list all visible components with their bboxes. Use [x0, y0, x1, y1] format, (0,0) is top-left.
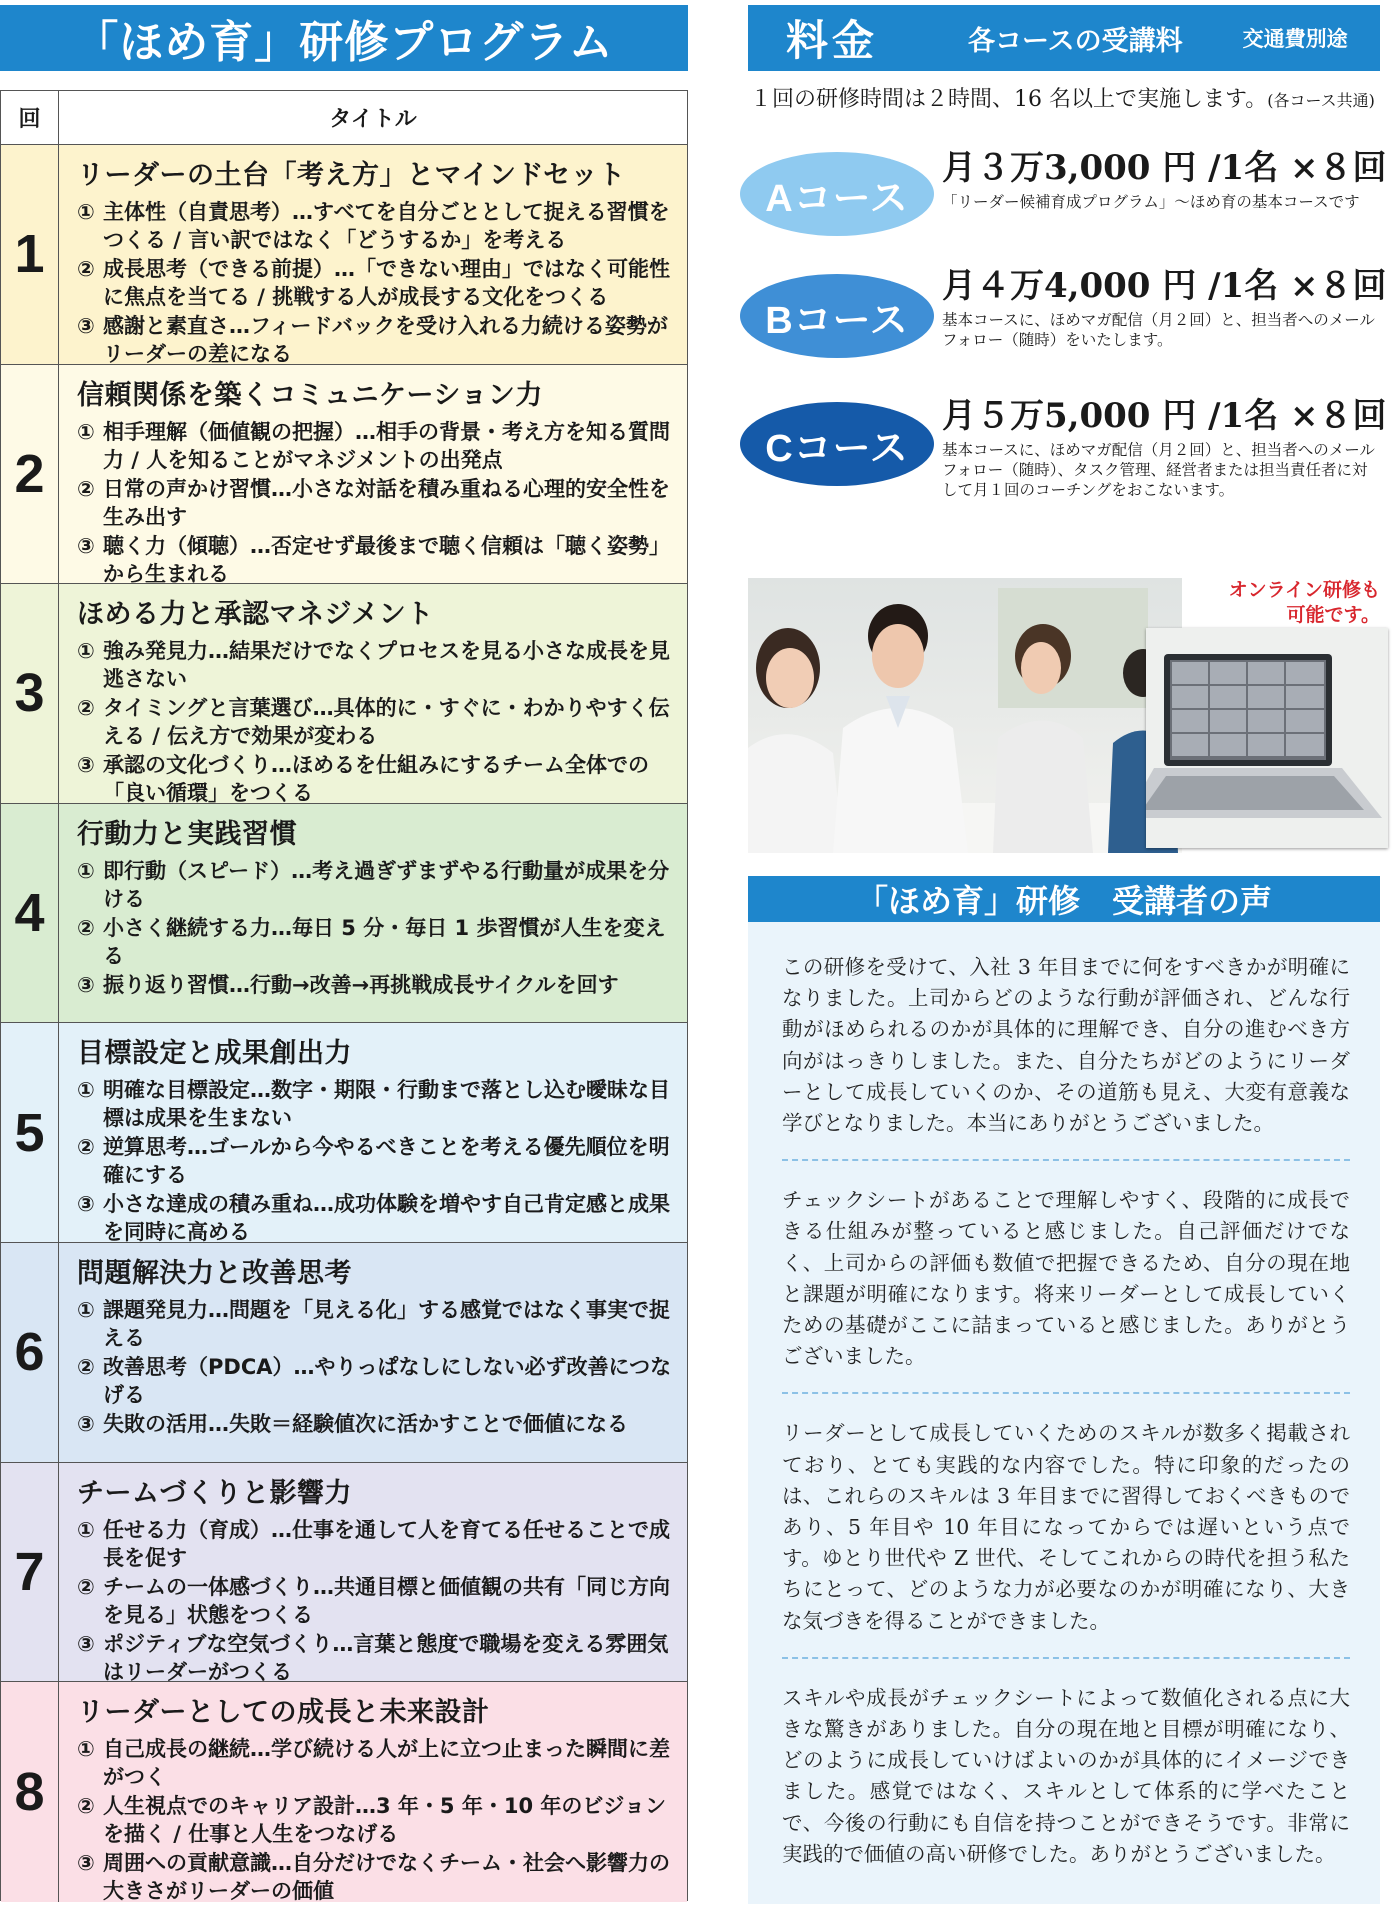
program-row-title: 行動力と実践習慣: [77, 818, 297, 850]
item-text: 強み発見力…結果だけでなくプロセスを見る小さな成長を見逃さない: [103, 639, 670, 692]
course-b: [740, 258, 1390, 368]
item-text: 成長思考（できる前提）…「できない理由」ではなく可能性に焦点を当てる / 挑戦する人が成長する文化をつくる: [103, 257, 670, 309]
item-text: 改善思考（PDCA）…やりっぱなしにしない必ず改善につなげる: [103, 1354, 672, 1407]
column-header-number: 回: [1, 91, 59, 144]
item-text: 任せる力（育成）…仕事を通して人を育てる任せることで成長を促す: [103, 1517, 670, 1570]
voice-4: スキルや成長がチェックシートによって数値化される点に大きな驚きがありました。自分の現在地と目標が明確になり、どのように成長していけばよいのかが具体的にイメージできました。感覚ではなく、スキルとして体系的に学べたことで、今後の行動にも自信を持つことができそうです。非常に実践的で価値の高い研修でした。ありがとうございました。: [782, 1685, 1350, 1866]
item-text: 課題発見力…問題を「見える化」する感覚ではなく事実で捉える: [103, 1297, 670, 1350]
item-text: 逆算思考…ゴールから今やるべきことを考える優先順位を明確にする: [103, 1135, 670, 1188]
program-row-body: [59, 584, 687, 806]
fee-header: [748, 5, 1380, 71]
item-number-mark: ③: [77, 1631, 95, 1656]
item-number-mark: ①: [77, 200, 95, 224]
laptop-video-call-icon: [1146, 628, 1388, 848]
program-row-item: [77, 914, 677, 970]
program-row-title: ほめる力と承認マネジメント: [77, 599, 434, 631]
program-row-2: [1, 365, 687, 585]
program-row-item: [77, 1410, 677, 1438]
program-row-number: 1: [1, 145, 59, 364]
course-c-price: 月５万5,000 円 /1名 ×８回: [942, 396, 1387, 436]
item-text: 聴く力（傾聴）…否定せず最後まで聴く信頼は「聴く姿勢」から生まれる: [103, 533, 670, 586]
program-row-8: [1, 1682, 687, 1902]
fee-note: 交通費別途: [1242, 27, 1348, 51]
item-text: 小さな達成の積み重ね…成功体験を増やす自己肯定感と成果を同時に高める: [103, 1192, 670, 1245]
item-number-mark: ②: [77, 1135, 95, 1160]
online-note-line-2: 可能です。: [1286, 604, 1380, 626]
program-row-number: 6: [1, 1243, 59, 1462]
program-row-item: [77, 637, 677, 693]
item-text: 人生視点でのキャリア設計…3 年・5 年・10 年のビジョンを描く / 仕事と人生をつなげる: [103, 1794, 666, 1847]
program-row-number: 8: [1, 1682, 59, 1902]
voices-header: 「ほめ育」研修 受講者の声: [748, 876, 1380, 922]
program-row-item: [77, 312, 677, 368]
program-row-item: [77, 1296, 677, 1352]
voice-separator: [782, 1657, 1350, 1659]
course-c-description: 基本コースに、ほめマガ配信（月２回）と、担当者へのメールフォロー（随時）、タスク管理、経営者または担当責任者に対して月１回のコーチングをおこないます。: [942, 441, 1375, 499]
program-row-item: [77, 1133, 677, 1189]
item-number-mark: ①: [77, 858, 95, 883]
course-c-badge: Cコース: [740, 402, 934, 486]
program-row-number: 4: [1, 804, 59, 1023]
training-photo-area: [748, 578, 1388, 853]
fee-intro-text: １回の研修時間は２時間、16 名以上で実施します。: [750, 87, 1268, 112]
item-text: 承認の文化づくり…ほめるを仕組みにするチーム全体での「良い循環」をつくる: [103, 753, 649, 806]
fee-intro-small: (各コース共通): [1267, 91, 1375, 110]
program-row-4: [1, 804, 687, 1024]
item-text: 即行動（スピード）…考え過ぎずまずやる行動量が成果を分ける: [103, 858, 670, 911]
course-a: [740, 140, 1390, 240]
laptop-photo-frame: [1146, 628, 1388, 848]
program-row-item: [77, 694, 677, 750]
program-row-body: [59, 1682, 687, 1902]
program-row-title: リーダーの土台「考え方」とマインドセット: [77, 160, 626, 191]
item-number-mark: ②: [77, 476, 95, 501]
program-row-title: リーダーとしての成長と未来設計: [77, 1697, 490, 1729]
voice-separator: [782, 1159, 1350, 1161]
program-row-item: [77, 857, 677, 913]
course-a-badge: Aコース: [740, 152, 934, 236]
item-text: タイミングと言葉選び…具体的に・すぐに・わかりやすく伝える / 伝え方で効果が変わる: [103, 696, 670, 749]
program-table: [0, 90, 688, 1904]
program-row-item: [77, 971, 677, 999]
item-number-mark: ②: [77, 1794, 95, 1819]
program-row-item: [77, 1630, 677, 1686]
program-row-item: [77, 198, 677, 254]
program-row-item: [77, 1353, 677, 1409]
program-row-title: 信頼関係を築くコミュニケーション力: [77, 379, 543, 411]
item-number-mark: ①: [77, 1517, 95, 1542]
item-number-mark: ②: [77, 696, 95, 721]
item-number-mark: ③: [77, 972, 95, 997]
course-b-price: 月４万4,000 円 /1名 ×８回: [942, 266, 1387, 306]
item-text: 失敗の活用…失敗＝経験値次に活かすことで価値になる: [103, 1411, 628, 1436]
item-text: 日常の声かけ習慣…小さな対話を積み重ねる心理的安全性を生み出す: [103, 476, 670, 529]
item-text: ポジティブな空気づくり…言葉と態度で職場を変える雰囲気はリーダーがつくる: [103, 1631, 669, 1684]
program-row-body: [59, 365, 687, 584]
item-text: 小さく継続する力…毎日 5 分・毎日 1 歩習慣が人生を変える: [103, 915, 666, 968]
item-number-mark: ①: [77, 1078, 95, 1103]
online-training-note: [1229, 578, 1380, 628]
program-row-item: [77, 1516, 677, 1572]
item-number-mark: ②: [77, 1574, 95, 1599]
program-row-number: 5: [1, 1023, 59, 1242]
program-row-body: [59, 1463, 687, 1682]
program-row-body: [59, 1243, 687, 1462]
fee-title: 料金: [786, 16, 879, 65]
fee-intro: [750, 82, 1390, 113]
fee-subtitle: 各コースの受講料: [968, 25, 1183, 57]
item-number-mark: ③: [77, 1192, 95, 1217]
course-c: [740, 388, 1390, 518]
program-row-6: [1, 1243, 687, 1463]
item-number-mark: ②: [77, 1354, 95, 1379]
program-row-item: [77, 475, 677, 531]
voice-separator: [782, 1392, 1350, 1394]
program-row-3: [1, 584, 687, 804]
voice-3: リーダーとして成長していくためのスキルが数多く掲載されており、とても実践的な内容でした。特に印象的だったのは、これらのスキルは 3 年目までに習得しておくべきものであり、5 年目や 10 年目になってからでは遅いという点です。ゆとり世代や Z 世代、そしてこれからの時代を担う私たちにとって、どのような力が必要なのかが明確になり、大きな気づきを得ることができました。: [782, 1421, 1350, 1633]
item-text: 主体性（自責思考）…すべてを自分ごととして捉える習慣をつくる / 言い訳ではなく「どうするか」を考える: [103, 200, 670, 252]
item-number-mark: ②: [77, 257, 95, 281]
item-text: 相手理解（価値観の把握）…相手の背景・考え方を知る質問力 / 人を知ることがマネジメントの出発点: [103, 419, 670, 472]
online-note-line-1: オンライン研修も: [1228, 579, 1380, 601]
program-row-title: 問題解決力と改善思考: [77, 1257, 352, 1289]
item-number-mark: ①: [77, 1297, 95, 1322]
item-number-mark: ③: [77, 753, 95, 778]
item-number-mark: ①: [77, 639, 95, 664]
program-row-7: [1, 1463, 687, 1683]
training-photo: [748, 578, 1182, 853]
program-row-5: [1, 1023, 687, 1243]
course-b-description: 基本コースに、ほめマガ配信（月２回）と、担当者へのメールフォロー（随時）をいたします。: [942, 311, 1375, 349]
item-number-mark: ③: [77, 314, 95, 338]
item-number-mark: ①: [77, 419, 95, 444]
item-text: 振り返り習慣…行動→改善→再挑戦成長サイクルを回す: [103, 972, 619, 997]
program-row-item: [77, 1735, 677, 1791]
item-text: 明確な目標設定…数字・期限・行動まで落とし込む曖昧な目標は成果を生まない: [103, 1078, 670, 1131]
program-row-item: [77, 532, 677, 588]
program-row-item: [77, 1792, 677, 1848]
item-text: 周囲への貢献意識…自分だけでなくチーム・社会へ影響力の大きさがリーダーの価値: [103, 1851, 670, 1904]
program-row-body: [59, 804, 687, 1023]
course-a-price: 月３万3,000 円 /1名 ×８回: [942, 148, 1387, 188]
column-header-title: タイトル: [329, 107, 417, 132]
program-row-item: [77, 1849, 677, 1905]
program-header: 「ほめ育」研修プログラム: [0, 5, 688, 71]
program-row-item: [77, 1190, 677, 1246]
item-number-mark: ①: [77, 1737, 95, 1762]
voice-2: チェックシートがあることで理解しやすく、段階的に成長できる仕組みが整っていると感じました。自己評価だけでなく、上司からの評価も数値で把握できるため、自分の現在地と課題が明確になります。将来リーダーとして成長していくための基礎がここに詰まっていると感じました。ありがとうございました。: [782, 1188, 1350, 1369]
program-table-header: [1, 91, 687, 145]
program-row-number: 3: [1, 584, 59, 803]
program-row-number: 2: [1, 365, 59, 584]
program-row-title: 目標設定と成果創出力: [77, 1038, 352, 1070]
voices-box: [748, 922, 1380, 1904]
program-row-1: [1, 145, 687, 365]
course-b-badge: Bコース: [740, 274, 934, 358]
item-number-mark: ③: [77, 533, 95, 558]
item-text: チームの一体感づくり…共通目標と価値観の共有「同じ方向を見る」状態をつくる: [103, 1574, 670, 1627]
item-text: 感謝と素直さ…フィードバックを受け入れる力続ける姿勢がリーダーの差になる: [103, 314, 668, 366]
item-number-mark: ③: [77, 1851, 95, 1876]
item-number-mark: ③: [77, 1411, 95, 1436]
program-row-body: [59, 145, 687, 364]
item-number-mark: ②: [77, 915, 95, 940]
program-row-item: [77, 751, 677, 807]
program-row-item: [77, 255, 677, 311]
program-row-number: 7: [1, 1463, 59, 1682]
item-text: 自己成長の継続…学び続ける人が上に立つ止まった瞬間に差がつく: [103, 1737, 670, 1790]
program-row-item: [77, 418, 677, 474]
voice-1: この研修を受けて、入社 3 年目までに何をすべきかが明確になりました。上司からどのような行動が評価され、どんな行動がほめられるのかが具体的に理解でき、自分の進むべき方向がはっきりしました。また、自分たちがどのようにリーダーとして成長していくのか、その道筋も見え、大変有意義な学びとなりました。本当にありがとうございました。: [782, 955, 1350, 1136]
course-a-description: 「リーダー候補育成プログラム」〜ほめ育の基本コースです: [942, 193, 1360, 211]
program-row-item: [77, 1573, 677, 1629]
program-row-title: チームづくりと影響力: [77, 1477, 352, 1509]
program-row-item: [77, 1076, 677, 1132]
program-row-body: [59, 1023, 687, 1245]
